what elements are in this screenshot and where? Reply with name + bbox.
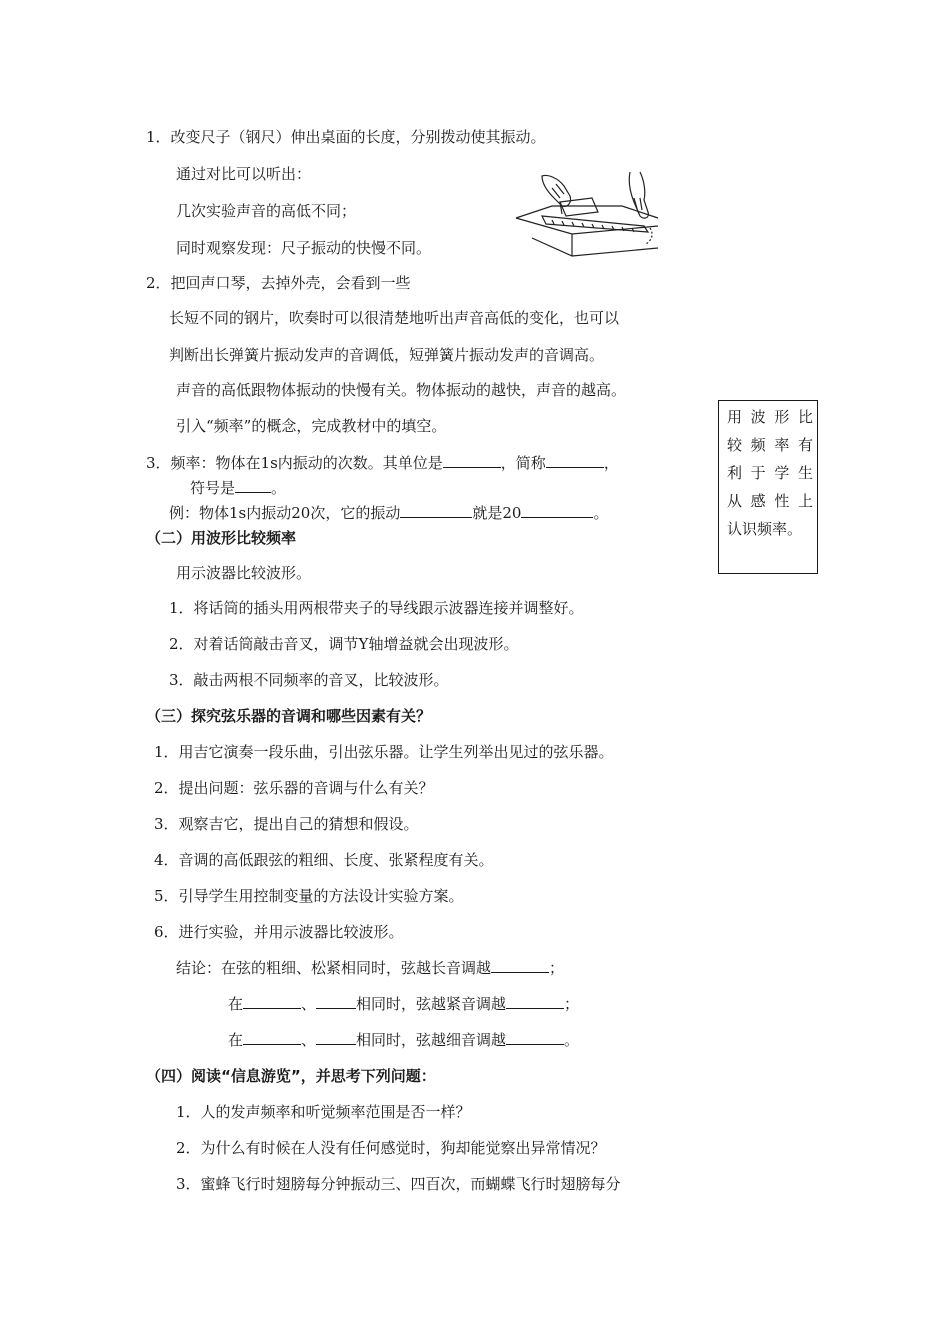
section-2-step: 1．将话筒的插头用两根带夹子的导线跟示波器连接并调整好。 [169, 599, 584, 617]
result-2-text-c: 相同时，弦越紧音调越 [356, 995, 507, 1013]
section-3-step: 4．音调的高低跟弦的粗细、长度、张紧程度有关。 [154, 851, 494, 869]
section-4-question: 1．人的发声频率和听觉频率范围是否一样？ [176, 1103, 471, 1121]
observation-line-3: 同时观察发现：尺子振动的快慢不同。 [176, 239, 432, 257]
side-note-line: 利于学生 [727, 464, 813, 482]
result-line-2 [228, 994, 579, 1014]
side-note-line: 较频率有 [727, 436, 813, 454]
item-3-text-a: 3．频率：物体在1s内振动的次数。其单位是 [146, 454, 443, 472]
blank-abbreviation [546, 453, 604, 468]
section-3-step: 3．观察吉它，提出自己的猜想和假设。 [154, 815, 419, 833]
blank-result-1 [491, 958, 549, 973]
side-note-line: 用波形比 [727, 408, 813, 426]
blank-result-2c [506, 994, 564, 1009]
result-2-text-a: 在 [228, 995, 244, 1013]
result-1-end: ； [549, 959, 565, 977]
blank-result-2a [243, 994, 301, 1009]
result-line-1 [176, 958, 564, 978]
result-3-text-c: 相同时，弦越细音调越 [356, 1031, 507, 1049]
section-2-step: 3．敲击两根不同频率的音叉，比较波形。 [169, 671, 449, 689]
section-3-step: 5．引导学生用控制变量的方法设计实验方案。 [154, 887, 464, 905]
section-4-heading: （四）阅读“信息游览”，并思考下列问题： [146, 1067, 436, 1085]
item-1: 1．改变尺子（钢尺）伸出桌面的长度，分别拨动使其振动。 [146, 128, 546, 146]
item-3-text-c: ， [603, 454, 619, 472]
item-2-continuation-1: 长短不同的钢片，吹奏时可以很清楚地听出声音高低的变化，也可以 [169, 309, 620, 327]
example-text-b: 就是20 [472, 504, 522, 522]
result-3-text-a: 在 [228, 1031, 244, 1049]
section-2-step: 2．对着话筒敲击音叉，调节Y轴增益就会出现波形。 [169, 635, 519, 653]
item-2-continuation-2: 判断出长弹簧片振动发声的音调低，短弹簧片振动发声的音调高。 [169, 346, 605, 364]
result-line-3 [228, 1030, 579, 1050]
item-3-symbol-text: 符号是 [190, 479, 236, 497]
result-1-text: 结论：在弦的粗细、松紧相同时，弦越长音调越 [176, 959, 492, 977]
frequency-intro: 引入“频率”的概念，完成教材中的填空。 [176, 417, 447, 435]
blank-example-2 [521, 503, 593, 518]
side-note-box [718, 400, 818, 574]
observation-line-1: 通过对比可以听出： [176, 165, 312, 183]
blank-result-3b [316, 1030, 356, 1045]
ruler-vibration-illustration [512, 168, 662, 260]
section-3-heading: （三）探究弦乐器的音调和哪些因素有关？ [146, 707, 432, 725]
observation-line-2: 几次实验声音的高低不同； [176, 202, 357, 220]
item-2: 2．把回声口琴，去掉外壳，会看到一些 [146, 274, 411, 292]
example-line [169, 503, 608, 523]
result-3-text-b: 、 [301, 1031, 317, 1049]
result-2-text-b: 、 [301, 995, 317, 1013]
section-2-heading: （二）用波形比较频率 [146, 529, 297, 547]
blank-result-2b [316, 994, 356, 1009]
blank-result-3c [506, 1030, 564, 1045]
section-2-intro: 用示波器比较波形。 [176, 564, 312, 582]
item-3-text-b: ，简称 [500, 454, 546, 472]
blank-symbol [235, 478, 271, 493]
item-3-symbol [190, 478, 286, 498]
example-text-c: 。 [593, 504, 609, 522]
side-note-line: 认识频率。 [727, 520, 803, 538]
result-3-end: 。 [564, 1031, 580, 1049]
item-3-frequency [146, 453, 619, 473]
section-3-step: 6．进行实验，并用示波器比较波形。 [154, 923, 404, 941]
section-3-step: 1．用吉它演奏一段乐曲，引出弦乐器。让学生列举出见过的弦乐器。 [154, 743, 614, 761]
section-4-question: 2．为什么有时候在人没有任何感觉时，狗却能觉察出异常情况？ [176, 1139, 606, 1157]
example-text-a: 例：物体1s内振动20次，它的振动 [169, 504, 401, 522]
item-3-symbol-end: 。 [271, 479, 287, 497]
section-4-question: 3．蜜蜂飞行时翅膀每分钟振动三、四百次，而蝴蝶飞行时翅膀每分 [176, 1175, 621, 1193]
blank-result-3a [243, 1030, 301, 1045]
blank-example-1 [400, 503, 472, 518]
pitch-conclusion: 声音的高低跟物体振动的快慢有关。物体振动的越快，声音的越高。 [176, 381, 627, 399]
blank-unit [443, 453, 501, 468]
side-note-line: 从感性上 [727, 492, 813, 510]
result-2-end: ； [564, 995, 580, 1013]
section-3-step: 2．提出问题：弦乐器的音调与什么有关？ [154, 779, 434, 797]
